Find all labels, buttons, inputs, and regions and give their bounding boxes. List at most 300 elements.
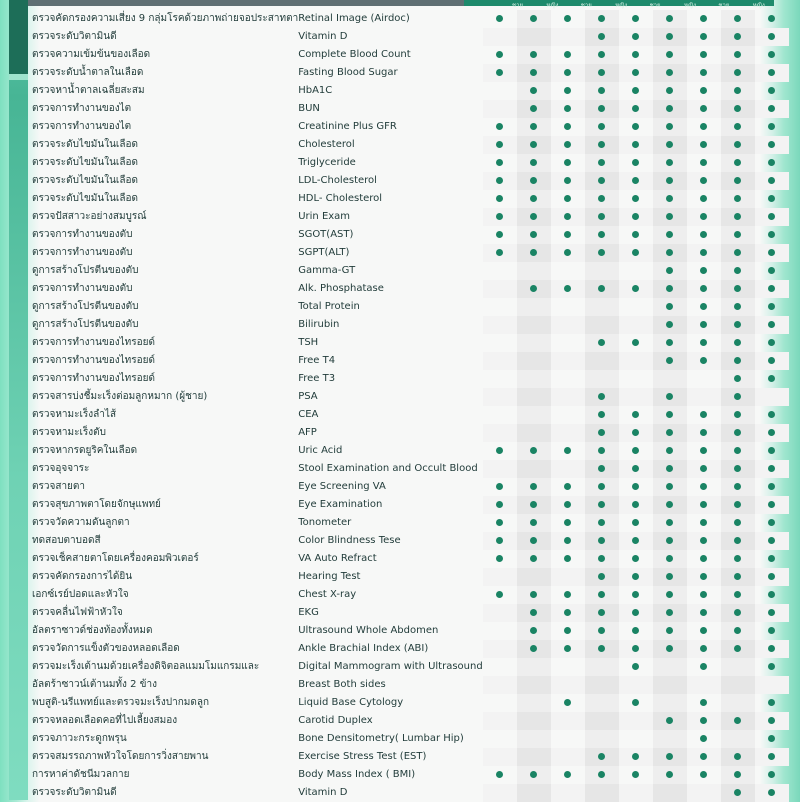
included-dot-icon: [632, 771, 639, 778]
package-cell: [687, 730, 721, 748]
included-dot-icon: [666, 393, 673, 400]
included-dot-icon: [632, 15, 639, 22]
package-cell: [619, 478, 653, 496]
included-dot-icon: [734, 465, 741, 472]
package-cell: [619, 568, 653, 586]
included-dot-icon: [734, 231, 741, 238]
included-dot-icon: [768, 267, 775, 274]
package-cell: [517, 748, 551, 766]
package-cell: [517, 388, 551, 406]
test-name-thai: ตรวจวัดความดันลูกตา: [32, 517, 130, 528]
included-dot-icon: [496, 195, 503, 202]
package-cell: [755, 532, 789, 550]
included-dot-icon: [700, 69, 707, 76]
package-cell: [483, 64, 517, 82]
package-cell: [721, 550, 755, 568]
included-dot-icon: [734, 537, 741, 544]
included-dot-icon: [598, 429, 605, 436]
test-name-thai: ตรวจการทำงานของไต: [32, 103, 132, 114]
package-cell: [483, 586, 517, 604]
test-name-english: Tonometer: [298, 517, 352, 528]
included-dot-icon: [700, 483, 707, 490]
package-cell: [653, 676, 687, 694]
package-cell: [619, 28, 653, 46]
table-row: [32, 676, 789, 694]
test-name-english: Total Protein: [298, 301, 360, 312]
package-cell: [619, 190, 653, 208]
package-cell: [755, 478, 789, 496]
table-row: [32, 262, 789, 280]
package-cell: [687, 514, 721, 532]
package-cell: [585, 64, 619, 82]
included-dot-icon: [768, 303, 775, 310]
included-dot-icon: [632, 447, 639, 454]
test-name-thai: ตรวจวัดการแข็งตัวของหลอดเลือด: [32, 643, 180, 654]
package-cell: [551, 190, 585, 208]
header-gender-label: ชาย: [580, 2, 592, 9]
package-cell: [687, 10, 721, 28]
package-cell: [585, 316, 619, 334]
package-cell: [721, 82, 755, 100]
test-name-english: Hearing Test: [298, 571, 361, 582]
package-cell: [483, 532, 517, 550]
package-cell: [755, 334, 789, 352]
package-cell: [755, 190, 789, 208]
table-row: [32, 496, 789, 514]
package-cell: [551, 622, 585, 640]
included-dot-icon: [666, 105, 673, 112]
package-cell: [517, 442, 551, 460]
included-dot-icon: [734, 15, 741, 22]
package-cell: [755, 226, 789, 244]
included-dot-icon: [632, 213, 639, 220]
table-row: [32, 100, 789, 118]
package-cell: [619, 388, 653, 406]
package-cell: [687, 190, 721, 208]
included-dot-icon: [768, 123, 775, 130]
package-cell: [517, 604, 551, 622]
package-cell: [687, 442, 721, 460]
test-name-thai: ตรวจสารบ่งชี้มะเร็งต่อมลูกหมาก (ผู้ชาย): [32, 391, 208, 402]
package-cell: [687, 334, 721, 352]
package-cell: [585, 262, 619, 280]
package-cell: [483, 658, 517, 676]
included-dot-icon: [734, 357, 741, 364]
package-cell: [585, 136, 619, 154]
included-dot-icon: [632, 519, 639, 526]
package-cell: [755, 352, 789, 370]
included-dot-icon: [632, 555, 639, 562]
package-cell: [721, 712, 755, 730]
package-cell: [585, 226, 619, 244]
test-name-english: Vitamin D: [298, 31, 348, 42]
test-name-thai: ตรวจปัสสาวะอย่างสมบูรณ์: [32, 211, 147, 222]
included-dot-icon: [632, 537, 639, 544]
package-cell: [551, 424, 585, 442]
included-dot-icon: [666, 411, 673, 418]
included-dot-icon: [632, 69, 639, 76]
table-row: [32, 82, 789, 100]
table-row: [32, 424, 789, 442]
package-cell: [551, 244, 585, 262]
package-cell: [585, 676, 619, 694]
test-name-english: Gamma-GT: [298, 265, 356, 276]
package-cell: [653, 172, 687, 190]
package-cell: [551, 604, 585, 622]
included-dot-icon: [564, 159, 571, 166]
table-row: [32, 190, 789, 208]
package-cell: [653, 532, 687, 550]
package-cell: [653, 82, 687, 100]
test-name-english: Liquid Base Cytology: [298, 697, 404, 708]
included-dot-icon: [768, 609, 775, 616]
included-dot-icon: [598, 177, 605, 184]
included-dot-icon: [564, 699, 571, 706]
table-row: [32, 514, 789, 532]
package-cell: [653, 64, 687, 82]
package-cell: [755, 676, 789, 694]
included-dot-icon: [632, 429, 639, 436]
included-dot-icon: [700, 663, 707, 670]
package-cell: [653, 298, 687, 316]
included-dot-icon: [632, 195, 639, 202]
package-cell: [585, 298, 619, 316]
package-cell: [687, 136, 721, 154]
package-cell: [551, 712, 585, 730]
package-cell: [721, 118, 755, 136]
package-cell: [585, 352, 619, 370]
included-dot-icon: [666, 501, 673, 508]
included-dot-icon: [700, 357, 707, 364]
package-cell: [721, 352, 755, 370]
included-dot-icon: [666, 141, 673, 148]
included-dot-icon: [530, 231, 537, 238]
included-dot-icon: [700, 519, 707, 526]
package-cell: [551, 226, 585, 244]
test-name-thai: ตรวจระดับวิตามินดี: [32, 31, 117, 42]
included-dot-icon: [700, 105, 707, 112]
package-cell: [721, 676, 755, 694]
included-dot-icon: [666, 159, 673, 166]
test-name-thai: ตรวจสายตา: [32, 481, 86, 492]
included-dot-icon: [496, 15, 503, 22]
package-cell: [653, 100, 687, 118]
package-cell: [483, 442, 517, 460]
package-cell: [653, 604, 687, 622]
included-dot-icon: [530, 141, 537, 148]
package-cell: [483, 640, 517, 658]
package-cell: [755, 622, 789, 640]
test-name-thai: ทดสอบตาบอดสี: [32, 535, 101, 546]
included-dot-icon: [564, 15, 571, 22]
table-row: [32, 766, 789, 784]
included-dot-icon: [530, 15, 537, 22]
package-cell: [687, 766, 721, 784]
header-gender-label: หญิง: [546, 2, 559, 9]
package-cell: [687, 658, 721, 676]
table-row: [32, 298, 789, 316]
test-name-thai: อัลตราซาวด์ช่องท้องทั้งหมด: [32, 625, 153, 636]
included-dot-icon: [666, 51, 673, 58]
package-cell: [585, 244, 619, 262]
package-cell: [653, 136, 687, 154]
table-row: [32, 460, 789, 478]
package-cell: [585, 514, 619, 532]
package-cell: [687, 208, 721, 226]
package-cell: [687, 568, 721, 586]
package-cell: [755, 298, 789, 316]
included-dot-icon: [598, 339, 605, 346]
package-cell: [687, 604, 721, 622]
package-cell: [517, 406, 551, 424]
package-cell: [517, 550, 551, 568]
package-cell: [653, 10, 687, 28]
package-cell: [721, 190, 755, 208]
included-dot-icon: [768, 411, 775, 418]
package-cell: [483, 136, 517, 154]
included-dot-icon: [768, 87, 775, 94]
package-cell: [653, 640, 687, 658]
package-cell: [483, 766, 517, 784]
package-cell: [483, 568, 517, 586]
included-dot-icon: [564, 141, 571, 148]
package-cell: [585, 154, 619, 172]
included-dot-icon: [768, 195, 775, 202]
package-cell: [619, 622, 653, 640]
package-cell: [517, 730, 551, 748]
included-dot-icon: [700, 213, 707, 220]
package-cell: [755, 694, 789, 712]
package-cell: [585, 712, 619, 730]
package-cell: [483, 118, 517, 136]
included-dot-icon: [632, 141, 639, 148]
included-dot-icon: [598, 771, 605, 778]
package-cell: [517, 586, 551, 604]
included-dot-icon: [700, 51, 707, 58]
package-cell: [483, 604, 517, 622]
package-cell: [517, 190, 551, 208]
package-cell: [517, 676, 551, 694]
table-row: [32, 442, 789, 460]
package-cell: [755, 460, 789, 478]
included-dot-icon: [598, 447, 605, 454]
included-dot-icon: [666, 627, 673, 634]
package-cell: [517, 136, 551, 154]
included-dot-icon: [700, 735, 707, 742]
package-cell: [721, 172, 755, 190]
package-cell: [721, 568, 755, 586]
package-cell: [585, 442, 619, 460]
package-cell: [483, 694, 517, 712]
included-dot-icon: [666, 555, 673, 562]
header-bar: [28, 0, 770, 9]
test-name-thai: พบสูติ-นรีแพทย์และตรวจมะเร็งปากมดลูก: [32, 697, 210, 708]
package-cell: [517, 568, 551, 586]
table-row: [32, 316, 789, 334]
package-cell: [551, 514, 585, 532]
package-cell: [585, 550, 619, 568]
table-row: [32, 748, 789, 766]
test-name-english: Ultrasound Whole Abdomen: [298, 625, 439, 636]
package-cell: [517, 280, 551, 298]
package-cell: [687, 640, 721, 658]
included-dot-icon: [666, 321, 673, 328]
package-cell: [755, 100, 789, 118]
package-cell: [551, 496, 585, 514]
included-dot-icon: [530, 519, 537, 526]
included-dot-icon: [530, 195, 537, 202]
package-cell: [517, 154, 551, 172]
included-dot-icon: [530, 771, 537, 778]
included-dot-icon: [564, 591, 571, 598]
package-cell: [721, 46, 755, 64]
included-dot-icon: [632, 411, 639, 418]
package-cell: [619, 424, 653, 442]
package-cell: [619, 532, 653, 550]
package-cell: [721, 28, 755, 46]
included-dot-icon: [700, 249, 707, 256]
package-cell: [687, 406, 721, 424]
package-cell: [653, 730, 687, 748]
package-cell: [483, 244, 517, 262]
included-dot-icon: [768, 519, 775, 526]
table-row: [32, 730, 789, 748]
included-dot-icon: [700, 591, 707, 598]
included-dot-icon: [768, 51, 775, 58]
package-cell: [585, 730, 619, 748]
table-row: [32, 406, 789, 424]
package-cell: [483, 730, 517, 748]
test-name-thai: การหาค่าดัชนีมวลกาย: [32, 769, 130, 780]
included-dot-icon: [700, 141, 707, 148]
included-dot-icon: [496, 501, 503, 508]
test-name-english: Free T4: [298, 355, 336, 366]
package-cell: [517, 298, 551, 316]
included-dot-icon: [734, 69, 741, 76]
included-dot-icon: [598, 609, 605, 616]
included-dot-icon: [734, 33, 741, 40]
included-dot-icon: [768, 177, 775, 184]
package-cell: [721, 370, 755, 388]
included-dot-icon: [632, 465, 639, 472]
package-cell: [551, 640, 585, 658]
included-dot-icon: [768, 717, 775, 724]
package-cell: [585, 496, 619, 514]
package-cell: [755, 10, 789, 28]
package-cell: [619, 100, 653, 118]
package-cell: [755, 658, 789, 676]
package-cell: [517, 118, 551, 136]
included-dot-icon: [734, 627, 741, 634]
package-cell: [721, 136, 755, 154]
included-dot-icon: [632, 159, 639, 166]
test-name-thai: ตรวจหามะเร็งลำไส้: [32, 409, 117, 420]
included-dot-icon: [666, 177, 673, 184]
package-cell: [551, 568, 585, 586]
test-name-thai: ตรวจอุจจาระ: [32, 463, 90, 474]
package-cell: [687, 280, 721, 298]
included-dot-icon: [564, 213, 571, 220]
test-name-english: Exercise Stress Test (EST): [298, 751, 427, 762]
package-cell: [653, 280, 687, 298]
test-name-thai: ตรวจเช็คสายตาโดยเครื่องคอมพิวเตอร์: [32, 553, 199, 564]
included-dot-icon: [530, 69, 537, 76]
package-cell: [687, 82, 721, 100]
package-cell: [483, 298, 517, 316]
included-dot-icon: [632, 645, 639, 652]
included-dot-icon: [564, 285, 571, 292]
included-dot-icon: [564, 501, 571, 508]
included-dot-icon: [666, 537, 673, 544]
included-dot-icon: [666, 231, 673, 238]
package-cell: [551, 298, 585, 316]
test-name-thai: ตรวจสุขภาพตาโดยจักษุแพทย์: [32, 499, 161, 510]
package-cell: [653, 586, 687, 604]
package-cell: [551, 658, 585, 676]
package-cell: [687, 586, 721, 604]
package-cell: [517, 694, 551, 712]
sidebar-dark-block: [9, 0, 28, 74]
included-dot-icon: [768, 591, 775, 598]
table-row: [32, 154, 789, 172]
package-cell: [653, 406, 687, 424]
included-dot-icon: [598, 213, 605, 220]
package-cell: [551, 748, 585, 766]
package-cell: [517, 622, 551, 640]
included-dot-icon: [734, 51, 741, 58]
package-cell: [721, 766, 755, 784]
included-dot-icon: [598, 555, 605, 562]
package-cell: [551, 46, 585, 64]
test-name-english: PSA: [298, 391, 318, 402]
package-cell: [721, 496, 755, 514]
package-cell: [619, 712, 653, 730]
package-cell: [551, 10, 585, 28]
included-dot-icon: [496, 177, 503, 184]
included-dot-icon: [734, 213, 741, 220]
table-row: [32, 136, 789, 154]
included-dot-icon: [496, 249, 503, 256]
package-cell: [585, 748, 619, 766]
included-dot-icon: [768, 663, 775, 670]
package-cell: [721, 10, 755, 28]
package-cell: [551, 172, 585, 190]
included-dot-icon: [632, 501, 639, 508]
package-cell: [653, 208, 687, 226]
package-cell: [755, 208, 789, 226]
package-cell: [551, 730, 585, 748]
included-dot-icon: [496, 483, 503, 490]
package-cell: [619, 298, 653, 316]
package-cell: [517, 658, 551, 676]
test-name-english: Cholesterol: [298, 139, 355, 150]
package-cell: [483, 28, 517, 46]
included-dot-icon: [530, 105, 537, 112]
package-cell: [755, 262, 789, 280]
package-cell: [653, 496, 687, 514]
table-row: [32, 64, 789, 82]
test-name-thai: ตรวจการทำงานของตับ: [32, 247, 133, 258]
package-cell: [619, 694, 653, 712]
included-dot-icon: [564, 123, 571, 130]
included-dot-icon: [530, 447, 537, 454]
test-name-english: AFP: [298, 427, 317, 438]
included-dot-icon: [598, 393, 605, 400]
included-dot-icon: [598, 69, 605, 76]
package-cell: [585, 766, 619, 784]
package-cell: [687, 226, 721, 244]
package-cell: [619, 748, 653, 766]
